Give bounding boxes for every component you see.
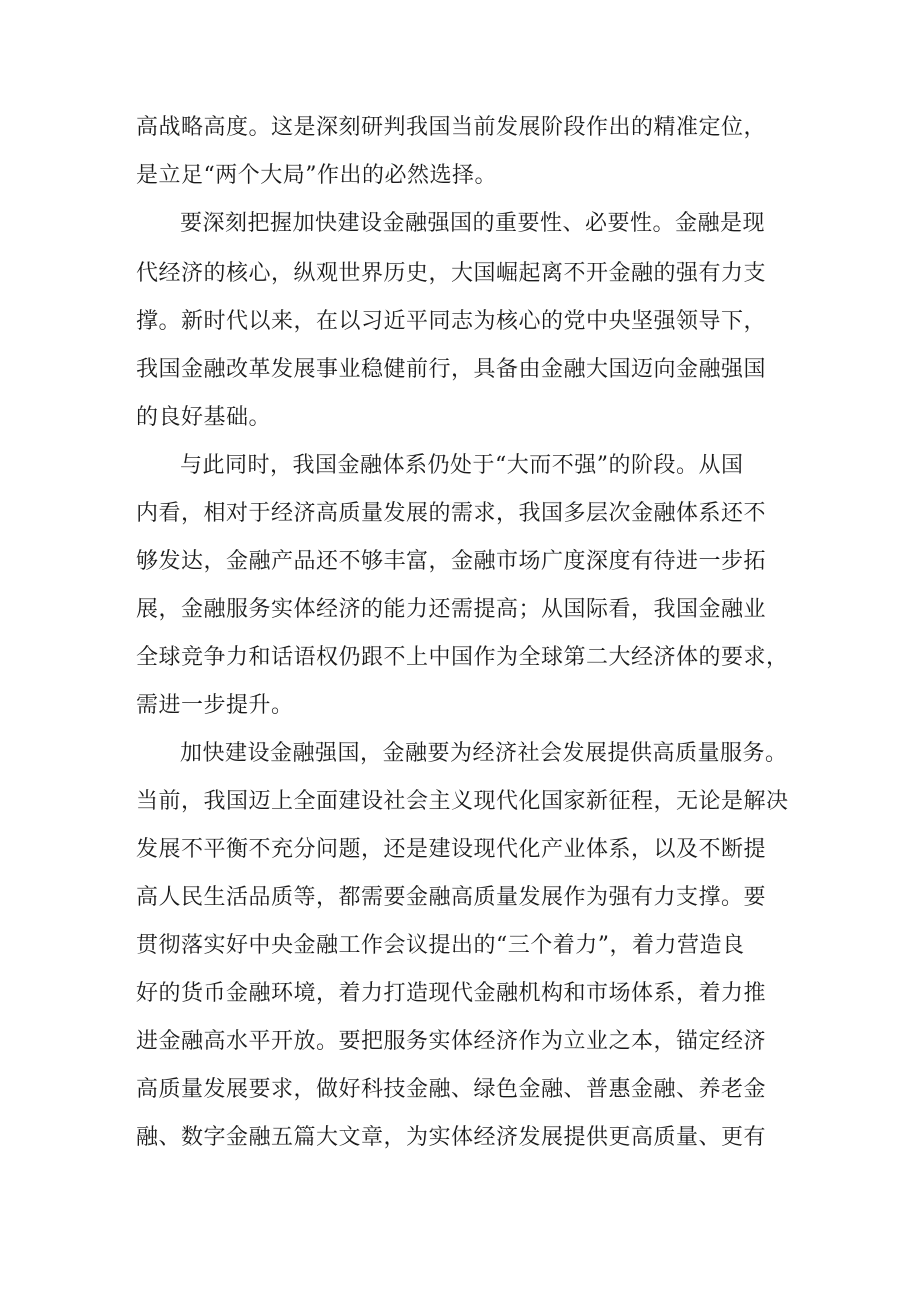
text-line: 够发达，金融产品还不够丰富，金融市场广度深度有待进一步拓 (136, 549, 767, 574)
text-line: 展，金融服务实体经济的能力还需提高；从国际看，我国金融业 (136, 597, 767, 622)
text-line: 当前，我国迈上全面建设社会主义现代化国家新征程，无论是解决 (136, 789, 789, 814)
text-line: 代经济的核心，纵观世界历史，大国崛起离不开金融的强有力支 (136, 261, 767, 286)
paragraph-first-line: 加快建设金融强国，金融要为经济社会发展提供高质量服务。 (180, 741, 788, 766)
text-line: 我国金融改革发展事业稳健前行，具备由金融大国迈向金融强国 (136, 357, 767, 382)
paragraph-first-line: 与此同时，我国金融体系仍处于“大而不强”的阶段。从国 (180, 453, 744, 478)
text-line: 高战略高度。这是深刻研判我国当前发展阶段作出的精准定位， (136, 115, 767, 140)
text-line: 发展不平衡不充分问题，还是建设现代化产业体系，以及不断提 (136, 837, 767, 862)
text-line: 高质量发展要求，做好科技金融、绿色金融、普惠金融、养老金 (136, 1077, 767, 1102)
text-line: 的良好基础。 (136, 405, 272, 430)
text-line: 撑。新时代以来，在以习近平同志为核心的党中央坚强领导下， (136, 309, 767, 334)
text-line: 高人民生活品质等，都需要金融高质量发展作为强有力支撑。要 (136, 885, 767, 910)
paragraph-first-line: 要深刻把握加快建设金融强国的重要性、必要性。金融是现 (180, 211, 766, 236)
text-line: 进金融高水平开放。要把服务实体经济作为立业之本，锚定经济 (136, 1029, 767, 1054)
text-line: 内看，相对于经济高质量发展的需求，我国多层次金融体系还不 (136, 501, 767, 526)
text-line: 好的货币金融环境，着力打造现代金融机构和市场体系，着力推 (136, 981, 767, 1006)
text-line: 需进一步提升。 (136, 693, 294, 718)
text-line: 融、数字金融五篇大文章，为实体经济发展提供更高质量、更有 (136, 1125, 767, 1150)
text-line: 是立足“两个大局”作出的必然选择。 (136, 163, 497, 188)
text-line: 全球竞争力和话语权仍跟不上中国作为全球第二大经济体的要求， (136, 645, 789, 670)
text-line: 贯彻落实好中央金融工作会议提出的“三个着力”，着力营造良 (136, 933, 745, 958)
